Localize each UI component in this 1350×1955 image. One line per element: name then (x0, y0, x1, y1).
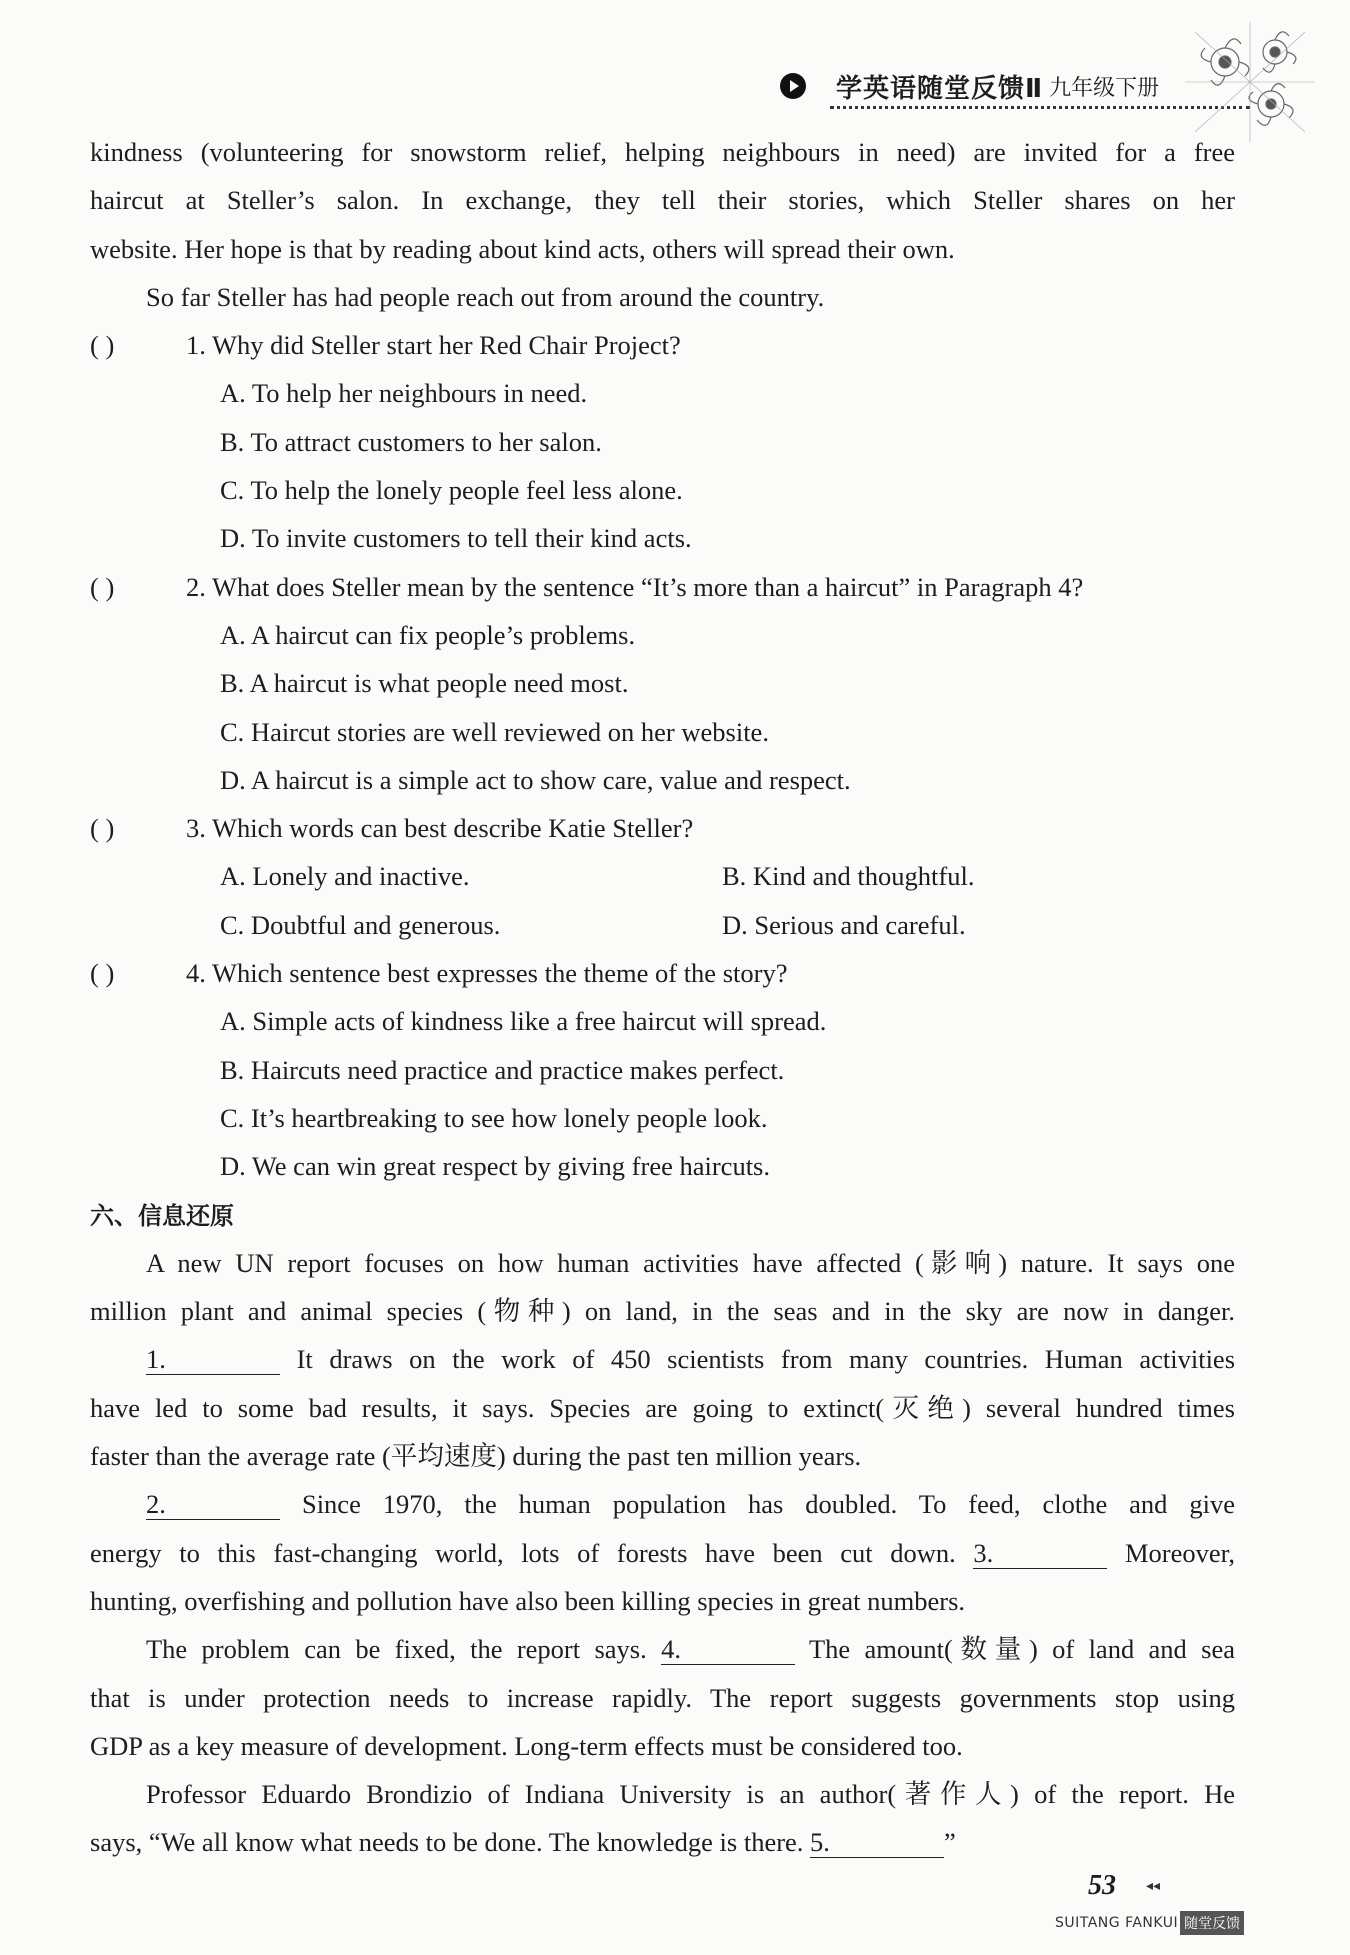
passage-line: million plant and animal species (物种) on land, in the seas and in the sky are now in danger. (90, 1296, 1235, 1327)
blank-5[interactable]: 5. (810, 1827, 944, 1858)
passage-line (90, 1335, 1235, 1383)
option: B. Kind and thoughtful. (722, 861, 975, 892)
option: B. A haircut is what people need most. (220, 668, 629, 699)
question-1 (90, 321, 1235, 369)
flower-ornament-icon (1185, 22, 1315, 142)
footer-brand-badge: 随堂反馈 (1180, 1911, 1244, 1935)
option: C. Doubtful and generous. (220, 909, 501, 940)
answer-paren[interactable]: ( ) (90, 958, 115, 989)
passage-text: says, “We all know what needs to be done. The knowledge is there. (90, 1827, 804, 1858)
passage-line: hunting, overfishing and pollution have also been killing species in great numbers. (90, 1585, 966, 1616)
option: D. We can win great respect by giving free haircuts. (220, 1151, 770, 1182)
passage-text: The problem can be fixed, the report says. (146, 1634, 647, 1665)
footer-brand-text: SUITANG FANKUI (1055, 1915, 1179, 1931)
option: D. To invite customers to tell their kind acts. (220, 523, 692, 554)
book-title: 学英语随堂反馈Ⅱ (836, 73, 1044, 104)
passage-text: ” (944, 1827, 956, 1858)
passage-line: So far Steller has had people reach out from around the country. (146, 281, 825, 312)
question-3 (90, 804, 1235, 852)
passage-line: website. Her hope is that by reading about kind acts, others will spread their own. (90, 233, 955, 264)
passage-line: have led to some bad results, it says. Species are going to extinct(灭绝) several hundred times (90, 1392, 1235, 1423)
option: C. To help the lonely people feel less alone. (220, 475, 683, 506)
question-stem: 1. Why did Steller start her Red Chair Project? (186, 330, 681, 361)
passage-text: energy to this fast-changing world, lots of forests have been cut down. (90, 1537, 956, 1568)
blank-4[interactable]: 4. (661, 1634, 795, 1665)
option-row (90, 852, 1235, 900)
answer-paren[interactable]: ( ) (90, 571, 115, 602)
page-number: 53 (1088, 1870, 1116, 1901)
option: B. To attract customers to her salon. (220, 426, 602, 457)
section-heading (90, 1191, 1235, 1239)
question-stem: 4. Which sentence best expresses the theme of the story? (186, 958, 788, 989)
option: A. To help her neighbours in need. (220, 378, 588, 409)
passage-line: faster than the average rate (平均速度) during the past ten million years. (90, 1441, 862, 1472)
passage-text: The amount(数量) of land and sea (808, 1634, 1235, 1665)
blank-2[interactable]: 2. (146, 1489, 280, 1520)
double-arrow-left-icon: ◂◂ (1146, 1878, 1161, 1894)
option: A. Lonely and inactive. (220, 861, 470, 892)
option: C. Haircut stories are well reviewed on her website. (220, 716, 769, 747)
question-stem: 2. What does Steller mean by the sentence “It’s more than a haircut” in Paragraph 4? (186, 571, 1084, 602)
passage-text: It draws on the work of 450 scientists from many countries. Human activities (296, 1344, 1236, 1375)
answer-paren[interactable]: ( ) (90, 330, 115, 361)
passage-line: GDP as a key measure of development. Long-term effects must be considered too. (90, 1730, 963, 1761)
passage-line (90, 1480, 1235, 1528)
passage-line (90, 1818, 1235, 1866)
answer-paren[interactable]: ( ) (90, 813, 115, 844)
option: C. It’s heartbreaking to see how lonely people look. (220, 1102, 768, 1133)
question-2 (90, 563, 1235, 611)
passage-line: kindness (volunteering for snowstorm relief, helping neighbours in need) are invited for a free (90, 137, 1235, 167)
passage-line: haircut at Steller’s salon. In exchange, they tell their stories, which Steller shares on her (90, 185, 1235, 216)
option-row (90, 901, 1235, 949)
page-body (90, 128, 1235, 1867)
page-header (780, 66, 1159, 106)
option: D. Serious and careful. (722, 909, 966, 940)
passage-line (90, 1529, 1235, 1577)
option: D. A haircut is a simple act to show care, value and respect. (220, 764, 851, 795)
blank-3[interactable]: 3. (973, 1538, 1107, 1569)
passage-text: Moreover, (1124, 1537, 1236, 1568)
play-icon (780, 73, 806, 99)
blank-1[interactable]: 1. (146, 1344, 280, 1375)
option: A. A haircut can fix people’s problems. (220, 619, 636, 650)
question-4 (90, 949, 1235, 997)
passage-line (90, 1625, 1235, 1673)
passage-line: A new UN report focuses on how human activities have affected (影响) nature. It says one (146, 1247, 1235, 1278)
passage-text: Since 1970, the human population has doubled. To feed, clothe and give (301, 1489, 1236, 1520)
passage-line: that is under protection needs to increase rapidly. The report suggests governments stop using (90, 1682, 1235, 1713)
section-title: 六、信息还原 (90, 1201, 234, 1230)
passage-line: Professor Eduardo Brondizio of Indiana University is an author(著作人) of the report. He (146, 1779, 1235, 1810)
question-stem: 3. Which words can best describe Katie Steller? (186, 813, 694, 844)
option: B. Haircuts need practice and practice makes perfect. (220, 1054, 785, 1085)
book-subtitle: 九年级下册 (1049, 75, 1160, 101)
footer-brand (1055, 1910, 1265, 1936)
option: A. Simple acts of kindness like a free haircut will spread. (220, 1006, 827, 1037)
